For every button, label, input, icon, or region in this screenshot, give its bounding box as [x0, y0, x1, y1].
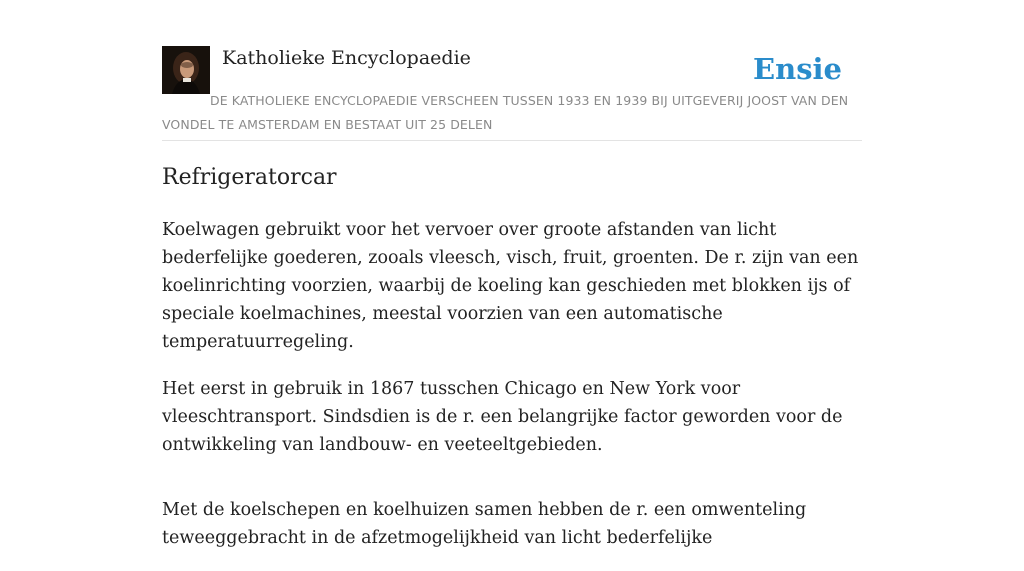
site-title-link[interactable]: Katholieke Encyclopaedie: [222, 47, 471, 69]
article-paragraph: Koelwagen gebruikt voor het vervoer over groote afstanden van licht bederfelijke goederen, zooals vleesch, visch, fruit, groenten. De r. zijn van een koelinrichting voorzien, waarbij de koeling kan geschieden met blokken ijs of speciale koelmachines, meestal voorzien van een automatische temperatuurregeling.: [162, 220, 859, 352]
article-paragraph: Het eerst in gebruik in 1867 tusschen Chicago en New York voor vleeschtransport. Sindsdien is de r. een belangrijke factor geworden voor de ontwikkeling van landbouw- en veeteeltgebieden.: [162, 379, 843, 455]
site-header: [162, 46, 862, 141]
article-title: Refrigeratorcar: [162, 165, 337, 190]
article-paragraph: Met de koelschepen en koelhuizen samen hebben de r. een omwenteling teweeggebracht in de afzetmogelijkheid van licht bederfelijke: [162, 500, 807, 548]
site-description: DE KATHOLIEKE ENCYCLOPAEDIE VERSCHEEN TUSSEN 1933 EN 1939 BIJ UITGEVERIJ JOOST VAN DEN VONDEL TE AMSTERDAM EN BESTAAT UIT 25 DELEN: [162, 93, 849, 132]
portrait-avatar-icon: [162, 46, 210, 94]
avatar[interactable]: [162, 46, 210, 94]
article-body: [162, 216, 874, 571]
ensie-logo[interactable]: Ensie: [753, 52, 842, 86]
